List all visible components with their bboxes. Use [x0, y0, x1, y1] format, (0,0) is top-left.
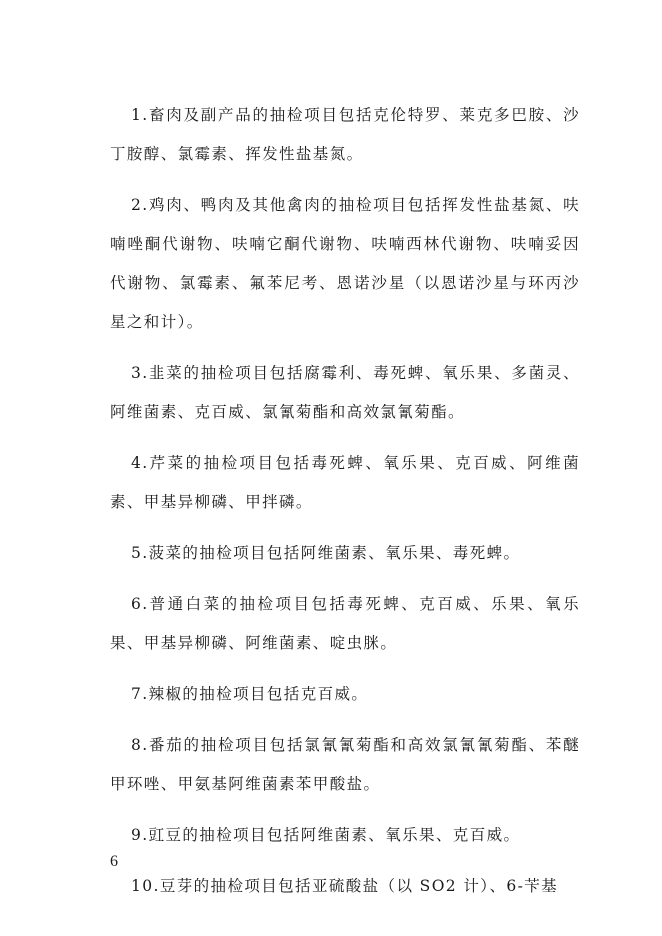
page-number: 6: [110, 853, 118, 870]
paragraph-8: 8.番茄的抽检项目包括氯氰氰菊酯和高效氯氰氰菊酯、苯醚甲环唑、甲氨基阿维菌素苯甲酸盐。: [110, 736, 580, 793]
paragraph-10: 10.豆芽的抽检项目包括亚硫酸盐（以 SO2 计）、6-苄基: [131, 877, 559, 895]
paragraph-2: 2.鸡肉、鸭肉及其他禽肉的抽检项目包括挥发性盐基氮、呋喃唑酮代谢物、呋喃它酮代谢物、呋喃西林代谢物、呋喃妥因代谢物、氯霉素、氟苯尼考、恩诺沙星（以恩诺沙星与环丙沙星之和计）。: [110, 196, 580, 331]
document-body: [110, 96, 580, 918]
paragraph-1: 1.畜肉及副产品的抽检项目包括克伦特罗、莱克多巴胺、沙丁胺醇、氯霉素、挥发性盐基氮。: [110, 106, 580, 163]
paragraph-9: 9.豇豆的抽检项目包括阿维菌素、氧乐果、克百威。: [131, 826, 521, 844]
paragraph-3: 3.韭菜的抽检项目包括腐霉利、毒死蜱、氧乐果、多菌灵、阿维菌素、克百威、氯氰菊酯和高效氯氰菊酯。: [110, 364, 580, 421]
paragraph-4: 4.芹菜的抽检项目包括毒死蜱、氧乐果、克百威、阿维菌素、甲基异柳磷、甲拌磷。: [110, 454, 580, 511]
paragraph-6: 6.普通白菜的抽检项目包括毒死蜱、克百威、乐果、氧乐果、甲基异柳磷、阿维菌素、啶虫脒。: [110, 595, 580, 652]
paragraph-7: 7.辣椒的抽检项目包括克百威。: [131, 685, 369, 703]
paragraph-5: 5.菠菜的抽检项目包括阿维菌素、氧乐果、毒死蜱。: [131, 544, 521, 562]
